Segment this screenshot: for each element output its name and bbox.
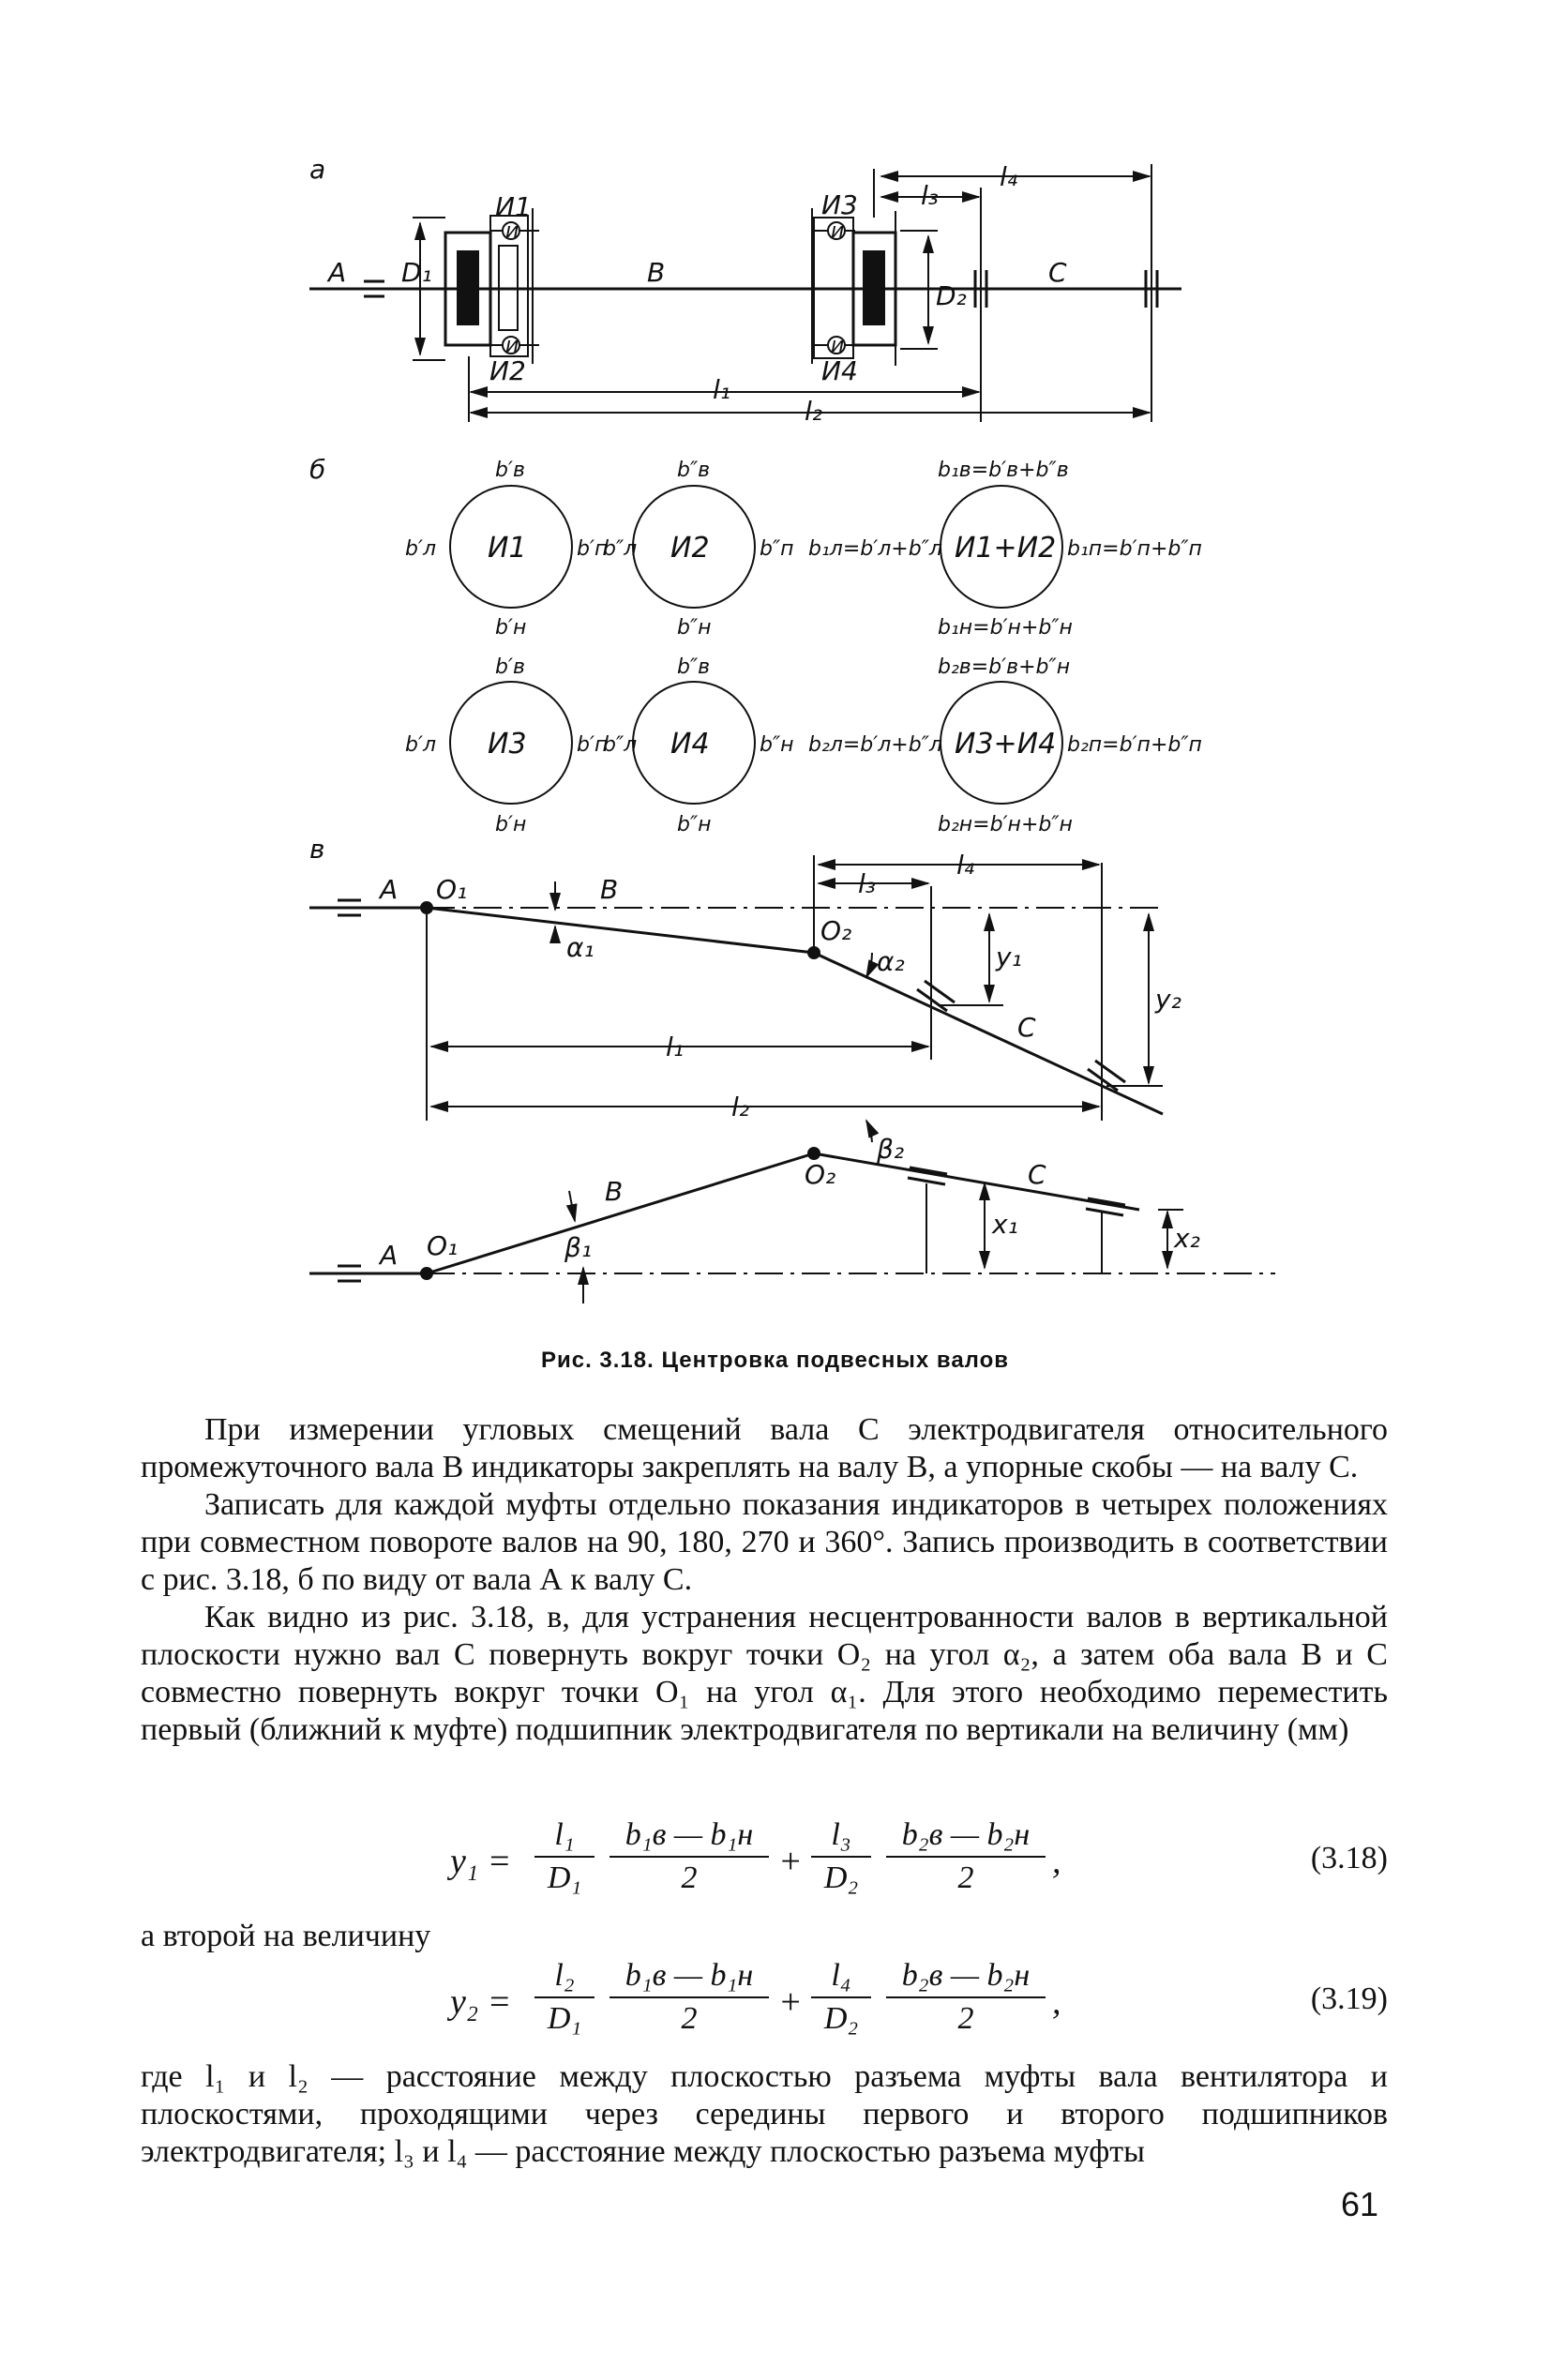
formula2-f4-num: b₂в — b₂н [886,1955,1046,1998]
bottom-label-c: С [1028,1159,1046,1190]
formula1-f3-den: D₂ [823,1860,859,1895]
formula2-plus: + [778,1982,803,2022]
formula-3-18 [141,1815,1388,1918]
circle-i3i4-right: b₂п=b′п+b″п [1067,733,1202,757]
indicator-mark-1: и [505,219,519,243]
formula2-f2-num: b₁в — b₁н [609,1955,769,1998]
paragraph-1: При измерении угловых смещений вала С электродвигателя относительного промежуточного вала В индикаторы закреплять на валу В, а упорные скобы — на валу С. [141,1412,1388,1484]
top-label-alpha1: α₁ [566,932,594,963]
circle-i1-left: b′л [405,537,437,561]
formula1-plus: + [778,1842,803,1881]
bottom-label-b: В [605,1176,624,1207]
formula1-f2-num: b₁в — b₁н [609,1815,769,1858]
panel-a-letter: а [309,154,326,185]
formula2-f3-num: l₄ [811,1955,871,1998]
bottom-label-o2: O₂ [805,1159,836,1190]
indicator-label-i4: И4 [821,355,858,386]
paragraph-2: Записать для каждой муфты отдельно показания индикаторов в четырех положениях при совместном повороте валов на 90, 180, 270 и 360°. Запись производить в соответствии с рис. 3.18, б по виду от вала А к валу С. [141,1487,1388,1597]
top-label-b: В [600,874,619,905]
indicator-label-i1: И1 [495,191,532,222]
circle-i1i2-left: b₁л=b′л+b″л [808,537,942,561]
dim-label-l3: l₃ [921,180,940,211]
formula1-f1-num: l₁ [534,1815,594,1858]
top-label-alpha2: α₂ [877,946,905,977]
circle-i1-label: И1 [488,532,527,565]
panel-v-bottom-diagram [309,1121,1275,1303]
circle-i1i2-label: И1+И2 [955,532,1057,565]
formula1-frac2 [609,1815,769,1899]
circle-i4-left: b″л [603,733,638,757]
formula2-frac3 [811,1955,871,2040]
formula1-f3-num: l₃ [811,1815,871,1858]
circle-i4-top: b″в [677,655,711,679]
circle-i1-top: b′в [495,459,525,482]
formula2-lhs: y₂ = [450,1982,512,2022]
top-label-l1: l₁ [666,1032,685,1062]
circle-i2-label: И2 [670,532,710,565]
top-label-o2: O₂ [820,915,852,946]
top-label-y1: y₁ [996,941,1022,972]
dim-label-l1: l₁ [713,374,731,405]
formula2-f3-den: D₂ [823,2001,859,2036]
dim-label-d2: D₂ [936,280,967,311]
formula2-number: (3.19) [1310,1981,1388,2016]
circle-i2-left: b″л [603,537,638,561]
page-number: 61 [1341,2185,1379,2223]
formula1-f4-num: b₂в — b₂н [886,1815,1046,1858]
body-text-lower [141,2058,1388,2171]
formula1-lhs: y₁ = [450,1842,512,1881]
bottom-label-a: А [380,1240,399,1271]
circle-i1i2-top: b₁в=b′в+b″в [938,459,1069,482]
circle-i3i4-left: b₂л=b′л+b″л [808,733,942,757]
formula2-f4-den: 2 [957,2001,974,2036]
circle-i4-label: И4 [670,728,710,761]
circle-i1i2-bottom: b₁н=b′н+b″н [938,616,1073,640]
top-label-l4: l₄ [956,850,975,881]
formula1-number: (3.18) [1310,1841,1388,1875]
circle-i4-bottom: b″н [677,813,712,836]
indicator-label-i3: И3 [821,189,858,220]
formula1-f2-den: 2 [681,1860,698,1895]
formula1-f4-den: 2 [957,1860,974,1895]
formula1-frac3 [811,1815,871,1899]
indicator-label-i2: И2 [489,355,526,386]
top-label-l3: l₃ [858,868,877,899]
dim-label-l2: l₂ [805,396,823,427]
formula-3-19 [141,1955,1388,2058]
bottom-label-x2: x₂ [1174,1223,1200,1254]
panel-a-shaft-diagram [309,164,1181,422]
bottom-label-x1: x₁ [992,1209,1018,1240]
circle-i3-right: b′п [577,733,609,757]
circle-i3-top: b′в [495,655,525,679]
formula2-tail: , [1052,1982,1061,2022]
formula1-frac1 [534,1815,594,1899]
body-text-upper [141,1411,1388,1749]
panel-b-letter: б [309,454,326,485]
circle-i1-right: b′п [577,537,609,561]
formula1-tail: , [1052,1842,1061,1881]
bottom-label-beta1: β₁ [564,1232,593,1263]
panel-v-letter: в [309,834,325,865]
between-text-block [141,1918,1388,1955]
bottom-label-o1: O₁ [427,1230,459,1261]
circle-i3i4-label: И3+И4 [955,728,1057,761]
circle-i2-right: b″п [760,537,794,561]
top-label-l2: l₂ [731,1092,750,1122]
paragraph-3: Как видно из рис. 3.18, в, для устранения несцентрованности валов в вертикальной плоскости нужно вал С повернуть вокруг точки O₂ на угол α₂, а затем оба вала В и С совместно повернуть вокруг точки O₁ на угол α₁. Для этого необходимо переместить первый (ближний к муфте) подшипник электродвигателя по вертикали на величину (мм) [141,1600,1388,1747]
formula2-f1-num: l₂ [534,1955,594,1998]
circle-i3i4-top: b₂в=b′в+b″н [938,655,1071,679]
top-label-c: С [1017,1012,1036,1043]
indicator-mark-4: и [831,334,845,357]
dim-label-l4: l₄ [1000,161,1018,192]
formula2-f2-den: 2 [681,2001,698,2036]
top-label-a: А [380,874,399,905]
circle-i1-bottom: b′н [495,616,527,640]
final-paragraph: где l₁ и l₂ — расстояние между плоскостью разъема муфты вала вентилятора и плоскостями, проходящими через середины первого и второго подшипников электродвигателя; l₃ и l₄ — расстояние между плоскостью разъема муфты [141,2059,1388,2169]
bottom-label-beta2: β₂ [877,1134,905,1165]
formula2-frac1 [534,1955,594,2040]
formula2-f1-den: D₁ [547,2001,582,2036]
formula2-frac4 [886,1955,1046,2040]
shaft-label-c: С [1048,257,1067,288]
shaft-label-b: В [647,257,666,288]
circle-i2-bottom: b″н [677,616,712,640]
circle-i4-right: b″н [760,733,794,757]
circle-i2-top: b″в [677,459,711,482]
shaft-label-a: А [328,257,347,288]
formula2-frac2 [609,1955,769,2040]
dim-label-d1: D₁ [401,257,432,288]
formula1-f1-den: D₁ [547,1860,582,1895]
circle-i1i2-right: b₁п=b′п+b″п [1067,537,1202,561]
circle-i3-label: И3 [488,728,527,761]
indicator-mark-2: и [505,334,519,357]
top-label-y2: y₂ [1155,984,1181,1015]
circle-i3i4-bottom: b₂н=b′н+b″н [938,813,1073,836]
formula1-frac4 [886,1815,1046,1899]
circle-i3-left: b′л [405,733,437,757]
indicator-mark-3: и [831,219,845,243]
between-text: а второй на величину [141,1919,431,1953]
circle-i3-bottom: b′н [495,813,527,836]
figure-caption: Рис. 3.18. Центровка подвесных валов [540,1348,1010,1373]
top-label-o1: O₁ [436,874,468,905]
